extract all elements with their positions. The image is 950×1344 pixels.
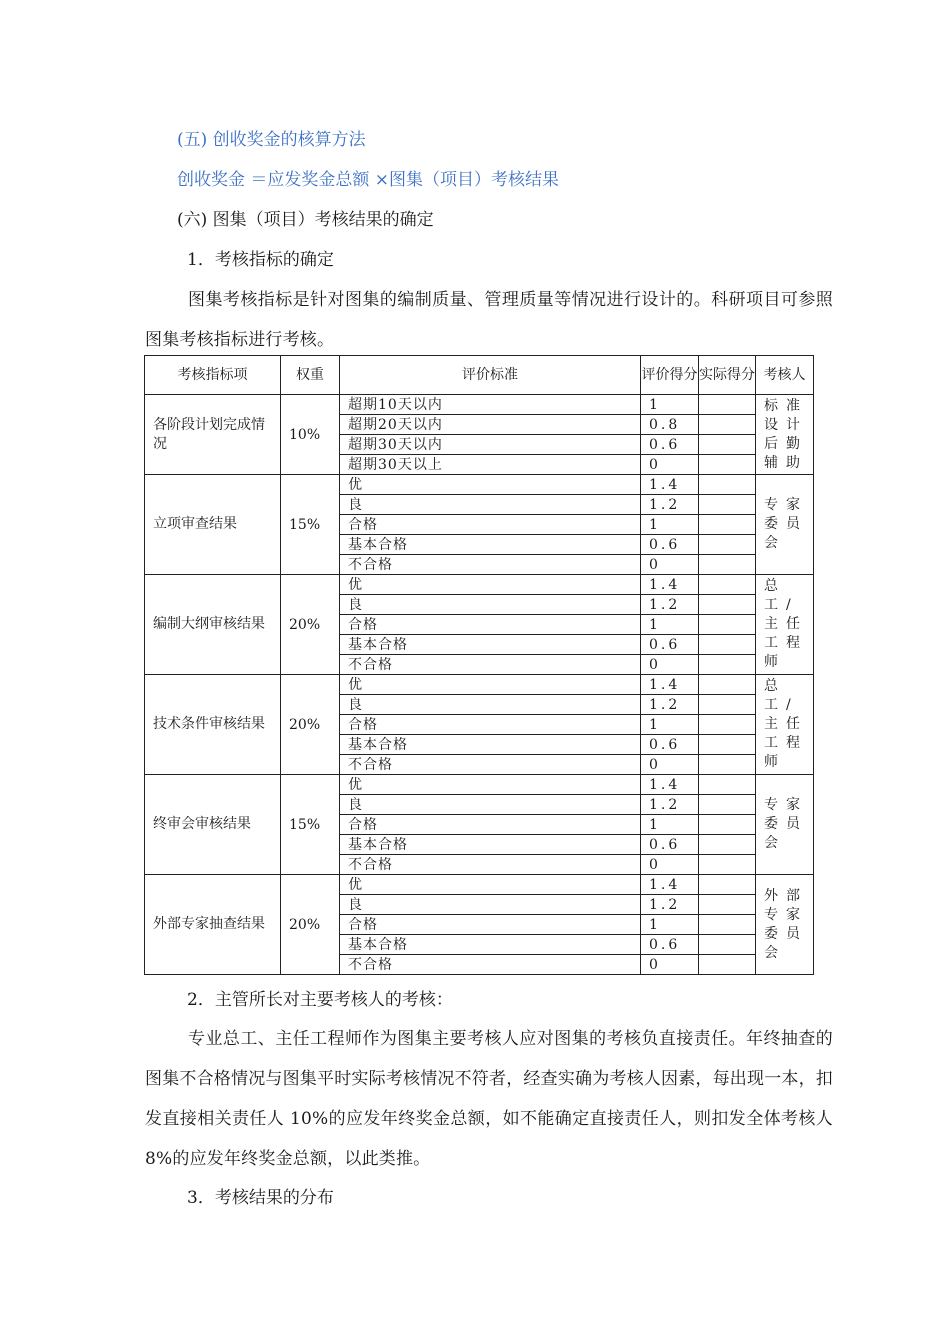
evaluation-score: 1.2	[641, 495, 699, 515]
actual-score-cell	[699, 835, 756, 855]
evaluation-score: 1	[641, 615, 699, 635]
actual-score-cell	[699, 455, 756, 475]
assessor: 总工/主任工程师	[756, 675, 814, 775]
evaluation-score: 1	[641, 815, 699, 835]
evaluation-standard: 基本合格	[340, 635, 641, 655]
indicator-weight: 15%	[281, 475, 340, 575]
evaluation-score: 1.4	[641, 575, 699, 595]
evaluation-score: 1.2	[641, 595, 699, 615]
evaluation-standard: 不合格	[340, 955, 641, 975]
indicator-weight: 20%	[281, 675, 340, 775]
actual-score-cell	[699, 635, 756, 655]
evaluation-standard: 优	[340, 775, 641, 795]
evaluation-standard: 基本合格	[340, 535, 641, 555]
evaluation-standard: 超期20天以内	[340, 415, 641, 435]
header-assessor: 考核人	[756, 356, 814, 395]
actual-score-cell	[699, 495, 756, 515]
evaluation-score: 0	[641, 555, 699, 575]
evaluation-standard: 优	[340, 675, 641, 695]
actual-score-cell	[699, 555, 756, 575]
indicator-name: 编制大纲审核结果	[145, 575, 281, 675]
evaluation-score: 0	[641, 455, 699, 475]
evaluation-standard: 超期30天以上	[340, 455, 641, 475]
assessor: 总工/主任工程师	[756, 575, 814, 675]
indicator-name: 外部专家抽查结果	[145, 875, 281, 975]
actual-score-cell	[699, 655, 756, 675]
actual-score-cell	[699, 815, 756, 835]
indicator-weight: 15%	[281, 775, 340, 875]
evaluation-standard: 良	[340, 795, 641, 815]
evaluation-standard: 合格	[340, 715, 641, 735]
header-weight: 权重	[281, 356, 340, 395]
evaluation-standard: 超期30天以内	[340, 435, 641, 455]
evaluation-standard: 不合格	[340, 755, 641, 775]
header-indicator: 考核指标项	[145, 356, 281, 395]
actual-score-cell	[699, 535, 756, 555]
actual-score-cell	[699, 675, 756, 695]
actual-score-cell	[699, 475, 756, 495]
table-row	[145, 575, 814, 595]
evaluation-score: 1	[641, 915, 699, 935]
evaluation-score: 0.6	[641, 635, 699, 655]
table-row	[145, 395, 814, 415]
evaluation-score: 0	[641, 755, 699, 775]
actual-score-cell	[699, 735, 756, 755]
evaluation-standard: 良	[340, 695, 641, 715]
evaluation-standard: 不合格	[340, 655, 641, 675]
evaluation-standard: 良	[340, 595, 641, 615]
evaluation-score: 1.2	[641, 795, 699, 815]
table-row	[145, 875, 814, 895]
assessor: 外部专家委员会	[756, 875, 814, 975]
evaluation-standard: 合格	[340, 815, 641, 835]
actual-score-cell	[699, 875, 756, 895]
evaluation-score: 1	[641, 395, 699, 415]
evaluation-standard: 优	[340, 475, 641, 495]
evaluation-score: 1.4	[641, 775, 699, 795]
evaluation-score: 1.4	[641, 875, 699, 895]
evaluation-standard: 合格	[340, 615, 641, 635]
evaluation-standard: 良	[340, 895, 641, 915]
actual-score-cell	[699, 795, 756, 815]
header-score: 评价得分	[641, 356, 699, 395]
subsection2-heading: 2．主管所长对主要考核人的考核：	[187, 990, 453, 1010]
actual-score-cell	[699, 855, 756, 875]
evaluation-standard: 不合格	[340, 555, 641, 575]
evaluation-score: 0.6	[641, 735, 699, 755]
actual-score-cell	[699, 575, 756, 595]
evaluation-standard: 基本合格	[340, 835, 641, 855]
evaluation-standard: 超期10天以内	[340, 395, 641, 415]
subsection1-heading: 1．考核指标的确定	[187, 250, 334, 270]
indicator-paragraph: 图集考核指标是针对图集的编制质量、管理质量等情况进行设计的。科研项目可参照图集考核指标进行考核。	[145, 290, 833, 350]
indicator-weight: 20%	[281, 875, 340, 975]
section5-heading: (五) 创收奖金的核算方法	[177, 130, 366, 150]
evaluation-score: 0	[641, 855, 699, 875]
actual-score-cell	[699, 695, 756, 715]
evaluation-standard: 基本合格	[340, 735, 641, 755]
bonus-formula: 创收奖金 ＝应发奖金总额 ×图集（项目）考核结果	[177, 170, 560, 190]
table-row	[145, 475, 814, 495]
evaluation-standard: 基本合格	[340, 935, 641, 955]
actual-score-cell	[699, 615, 756, 635]
evaluation-standard: 不合格	[340, 855, 641, 875]
evaluation-standard: 良	[340, 495, 641, 515]
evaluation-score: 0.8	[641, 415, 699, 435]
indicator-name: 各阶段计划完成情况	[145, 395, 281, 475]
actual-score-cell	[699, 775, 756, 795]
actual-score-cell	[699, 755, 756, 775]
actual-score-cell	[699, 715, 756, 735]
evaluation-score: 0.6	[641, 835, 699, 855]
evaluation-score: 0.6	[641, 435, 699, 455]
assessor: 专家委员会	[756, 475, 814, 575]
indicator-name: 技术条件审核结果	[145, 675, 281, 775]
actual-score-cell	[699, 915, 756, 935]
actual-score-cell	[699, 955, 756, 975]
evaluation-standard: 优	[340, 875, 641, 895]
evaluation-score: 1.2	[641, 895, 699, 915]
evaluation-score: 1	[641, 515, 699, 535]
evaluation-standard: 合格	[340, 915, 641, 935]
header-standard: 评价标准	[340, 356, 641, 395]
header-actual: 实际得分	[699, 356, 756, 395]
indicator-weight: 10%	[281, 395, 340, 475]
evaluation-standard: 优	[340, 575, 641, 595]
assessor: 专家委员会	[756, 775, 814, 875]
indicator-name: 立项审查结果	[145, 475, 281, 575]
evaluation-score: 1	[641, 715, 699, 735]
evaluation-score: 0	[641, 655, 699, 675]
subsection3-heading: 3．考核结果的分布	[187, 1188, 334, 1208]
evaluation-score: 0.6	[641, 935, 699, 955]
assessor: 标准设计后勤辅助	[756, 395, 814, 475]
evaluation-score: 1.4	[641, 675, 699, 695]
actual-score-cell	[699, 415, 756, 435]
table-header-row	[145, 356, 814, 395]
actual-score-cell	[699, 935, 756, 955]
actual-score-cell	[699, 595, 756, 615]
indicator-name: 终审会审核结果	[145, 775, 281, 875]
actual-score-cell	[699, 395, 756, 415]
table-row	[145, 675, 814, 695]
actual-score-cell	[699, 515, 756, 535]
actual-score-cell	[699, 895, 756, 915]
responsibility-paragraph: 专业总工、主任工程师作为图集主要考核人应对图集的考核负直接责任。年终抽查的图集不合格情况与图集平时实际考核情况不符者，经查实确为考核人因素，每出现一本，扣发直接相关责任人 10%的应发年终奖金总额，如不能确定直接责任人，则扣发全体考核人 8%的应发年终奖金总额，以此类推。	[145, 1029, 833, 1169]
assessment-table	[144, 355, 814, 975]
actual-score-cell	[699, 435, 756, 455]
section6-heading: (六) 图集（项目）考核结果的确定	[177, 210, 434, 230]
evaluation-score: 0	[641, 955, 699, 975]
evaluation-standard: 合格	[340, 515, 641, 535]
table-row	[145, 775, 814, 795]
indicator-weight: 20%	[281, 575, 340, 675]
evaluation-score: 1.2	[641, 695, 699, 715]
evaluation-score: 1.4	[641, 475, 699, 495]
evaluation-score: 0.6	[641, 535, 699, 555]
